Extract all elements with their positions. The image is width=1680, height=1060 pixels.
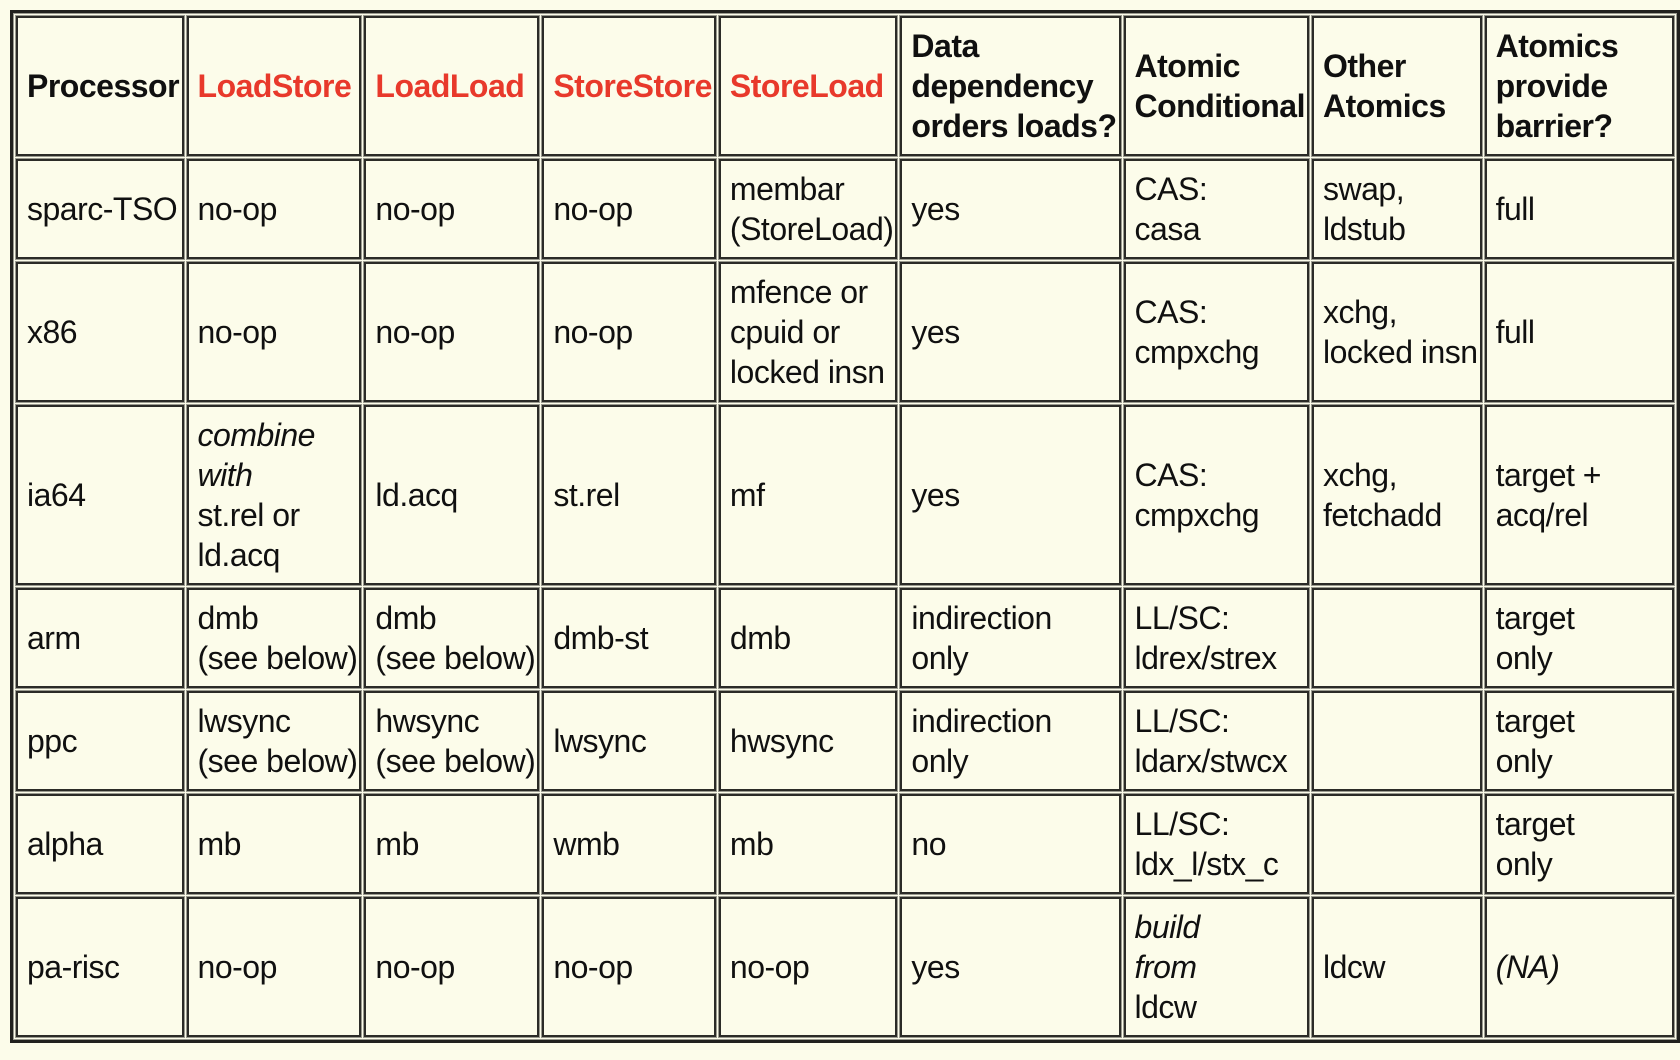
cell-line: locked insn (1322, 334, 1478, 370)
cell-line: st.rel (553, 477, 620, 513)
cell-sparc-TSO-storestore (542, 159, 716, 259)
cell-pa-risc-atomics-barrier (1485, 897, 1674, 1037)
cell-line: (see below) (197, 743, 358, 779)
table-header (16, 16, 1674, 156)
cell-line: ldcw (1322, 949, 1385, 985)
cell-line: membar (729, 171, 845, 207)
cell-line: target (1495, 600, 1575, 636)
cell-alpha-storeload (719, 794, 897, 894)
table-row-arm (16, 588, 1674, 688)
cell-line: ldcw (1134, 989, 1197, 1025)
cell-line: dmb-st (553, 620, 649, 656)
cell-line: orders loads? (911, 108, 1117, 144)
cell-arm-atomics-barrier (1485, 588, 1674, 688)
cell-alpha-other-atomics (1312, 794, 1482, 894)
cell-line: acq/rel (1495, 497, 1589, 533)
cell-line: mb (197, 826, 241, 862)
cell-line: yes (911, 477, 960, 513)
cell-line: indirection (911, 600, 1052, 636)
cell-line: no-op (375, 314, 455, 350)
cell-ppc-storestore (542, 691, 716, 791)
processor-cell-x86 (16, 262, 184, 402)
cell-line: only (1495, 743, 1553, 779)
cell-line: combine (197, 417, 315, 453)
cell-line: dmb (729, 620, 791, 656)
cell-pa-risc-data-dependency (900, 897, 1120, 1037)
cell-ia64-other-atomics (1312, 405, 1482, 585)
cell-arm-storestore (542, 588, 716, 688)
column-header-other-atomics (1312, 16, 1482, 156)
cell-pa-risc-storeload (719, 897, 897, 1037)
cell-line: StoreStore (553, 68, 712, 104)
cell-alpha-loadload (364, 794, 539, 894)
cell-line: xchg, (1322, 457, 1397, 493)
table-row-x86 (16, 262, 1674, 402)
table-row-alpha (16, 794, 1674, 894)
cell-line: StoreLoad (729, 68, 884, 104)
column-header-loadload (364, 16, 539, 156)
cell-line: cmpxchg (1134, 497, 1260, 533)
cell-line: Atomic (1134, 48, 1240, 84)
cell-x86-atomics-barrier (1485, 262, 1674, 402)
cell-arm-storeload (719, 588, 897, 688)
cell-line: barrier? (1495, 108, 1613, 144)
cell-ia64-atomics-barrier (1485, 405, 1674, 585)
cell-ppc-atomics-barrier (1485, 691, 1674, 791)
cell-pa-risc-loadstore (187, 897, 362, 1037)
cell-line: lwsync (197, 703, 291, 739)
cell-line: no-op (375, 191, 455, 227)
cell-line: ldx_l/stx_c (1134, 846, 1279, 882)
cell-line: pa-risc (27, 949, 120, 985)
cell-sparc-TSO-atomics-barrier (1485, 159, 1674, 259)
cell-line: x86 (27, 314, 78, 350)
cell-line: ia64 (27, 477, 86, 513)
cell-line: no-op (553, 949, 633, 985)
cell-line: from (1134, 949, 1197, 985)
column-header-processor (16, 16, 184, 156)
processor-cell-ppc (16, 691, 184, 791)
cell-line: sparc-TSO (27, 191, 178, 227)
table-row-sparc-TSO (16, 159, 1674, 259)
cell-x86-atomic-conditional (1124, 262, 1309, 402)
cell-line: ld.acq (375, 477, 458, 513)
cell-line: target (1495, 703, 1575, 739)
cell-ia64-atomic-conditional (1124, 405, 1309, 585)
cell-line: Atomics (1495, 28, 1619, 64)
cell-line: only (911, 743, 969, 779)
cell-line: lwsync (553, 723, 647, 759)
column-header-storestore (542, 16, 716, 156)
cell-line: wmb (553, 826, 620, 862)
cell-x86-loadload (364, 262, 539, 402)
cell-alpha-atomics-barrier (1485, 794, 1674, 894)
column-header-data-dependency (900, 16, 1120, 156)
cell-line: dmb (197, 600, 259, 636)
cell-ppc-storeload (719, 691, 897, 791)
cell-line: yes (911, 191, 960, 227)
cell-line: no-op (197, 949, 277, 985)
cell-line: no-op (197, 314, 277, 350)
cell-line: hwsync (729, 723, 834, 759)
cell-sparc-TSO-loadload (364, 159, 539, 259)
cell-line: Other (1322, 48, 1406, 84)
cell-line: hwsync (375, 703, 480, 739)
cell-line: no-op (375, 949, 455, 985)
table-row-ia64 (16, 405, 1674, 585)
cell-line: Atomics (1322, 88, 1446, 124)
cell-ia64-data-dependency (900, 405, 1120, 585)
cell-pa-risc-other-atomics (1312, 897, 1482, 1037)
cell-x86-storestore (542, 262, 716, 402)
processor-cell-sparc-TSO (16, 159, 184, 259)
table-row-ppc (16, 691, 1674, 791)
cell-ppc-loadload (364, 691, 539, 791)
cell-line: mfence or (729, 274, 868, 310)
cell-pa-risc-atomic-conditional (1124, 897, 1309, 1037)
table-body (16, 159, 1674, 1037)
processor-cell-ia64 (16, 405, 184, 585)
processor-cell-pa-risc (16, 897, 184, 1037)
cell-arm-loadload (364, 588, 539, 688)
cell-sparc-TSO-storeload (719, 159, 897, 259)
column-header-loadstore (187, 16, 362, 156)
cell-line: ld.acq (197, 537, 280, 573)
cell-pa-risc-storestore (542, 897, 716, 1037)
cell-line: Data (911, 28, 979, 64)
cell-line: target + (1495, 457, 1601, 493)
cell-line: target (1495, 806, 1575, 842)
header-row (16, 16, 1674, 156)
cell-line: LL/SC: (1134, 806, 1230, 842)
cell-ia64-storestore (542, 405, 716, 585)
cell-ia64-storeload (719, 405, 897, 585)
cell-line: ldarx/stwcx (1134, 743, 1288, 779)
cell-line: (see below) (375, 640, 536, 676)
cell-line: LL/SC: (1134, 703, 1230, 739)
cell-line: no-op (553, 191, 633, 227)
column-header-storeload (719, 16, 897, 156)
cell-alpha-storestore (542, 794, 716, 894)
cell-line: LL/SC: (1134, 600, 1230, 636)
cell-line: yes (911, 949, 960, 985)
cell-x86-data-dependency (900, 262, 1120, 402)
cell-line: mf (729, 477, 765, 513)
cell-line: cpuid or (729, 314, 840, 350)
cell-line: yes (911, 314, 960, 350)
cell-line: arm (27, 620, 81, 656)
cell-ppc-data-dependency (900, 691, 1120, 791)
cell-line: no-op (197, 191, 277, 227)
column-header-atomics-barrier (1485, 16, 1674, 156)
cell-line: ldstub (1322, 211, 1406, 247)
cell-line: full (1495, 191, 1535, 227)
cell-line: (StoreLoad) (729, 211, 894, 247)
processor-cell-arm (16, 588, 184, 688)
cell-pa-risc-loadload (364, 897, 539, 1037)
cell-x86-loadstore (187, 262, 362, 402)
processor-cell-alpha (16, 794, 184, 894)
cell-line: Processor (27, 68, 180, 104)
cell-line: only (911, 640, 969, 676)
cell-line: indirection (911, 703, 1052, 739)
cell-ia64-loadload (364, 405, 539, 585)
table-row-pa-risc (16, 897, 1674, 1037)
cell-line: no-op (729, 949, 810, 985)
cell-line: CAS: (1134, 457, 1208, 493)
cell-alpha-atomic-conditional (1124, 794, 1309, 894)
cell-line: dependency (911, 68, 1094, 104)
cell-line: full (1495, 314, 1535, 350)
cell-alpha-loadstore (187, 794, 362, 894)
cell-line: swap, (1322, 171, 1405, 207)
cell-line: LoadStore (197, 68, 352, 104)
cell-arm-atomic-conditional (1124, 588, 1309, 688)
cell-line: ldrex/strex (1134, 640, 1277, 676)
cell-sparc-TSO-other-atomics (1312, 159, 1482, 259)
cell-line: only (1495, 846, 1553, 882)
cell-sparc-TSO-loadstore (187, 159, 362, 259)
cell-line: only (1495, 640, 1553, 676)
cell-line: casa (1134, 211, 1201, 247)
cell-line: st.rel or (197, 497, 300, 533)
cell-ppc-other-atomics (1312, 691, 1482, 791)
cell-x86-storeload (719, 262, 897, 402)
cell-alpha-data-dependency (900, 794, 1120, 894)
cell-line: alpha (27, 826, 103, 862)
cell-line: (NA) (1495, 949, 1560, 985)
cell-line: no-op (553, 314, 633, 350)
cell-ia64-loadstore (187, 405, 362, 585)
cell-line: LoadLoad (375, 68, 525, 104)
cell-sparc-TSO-atomic-conditional (1124, 159, 1309, 259)
cell-line: dmb (375, 600, 437, 636)
cell-arm-loadstore (187, 588, 362, 688)
cell-line: fetchadd (1322, 497, 1442, 533)
column-header-atomic-conditional (1124, 16, 1309, 156)
cell-line: (see below) (197, 640, 358, 676)
cell-line: mb (375, 826, 419, 862)
cell-sparc-TSO-data-dependency (900, 159, 1120, 259)
cell-line: locked insn (729, 354, 885, 390)
cell-line: build (1134, 909, 1200, 945)
cell-x86-other-atomics (1312, 262, 1482, 402)
memory-barrier-table (10, 10, 1680, 1043)
cell-line: provide (1495, 68, 1608, 104)
cell-ppc-loadstore (187, 691, 362, 791)
cell-line: Conditional (1134, 88, 1305, 124)
cell-ppc-atomic-conditional (1124, 691, 1309, 791)
cell-line: (see below) (375, 743, 536, 779)
cell-line: with (197, 457, 253, 493)
cell-line: no (911, 826, 946, 862)
cell-line: mb (729, 826, 774, 862)
cell-line: xchg, (1322, 294, 1397, 330)
cell-arm-data-dependency (900, 588, 1120, 688)
cell-line: ppc (27, 723, 78, 759)
cell-arm-other-atomics (1312, 588, 1482, 688)
cell-line: cmpxchg (1134, 334, 1260, 370)
cell-line: CAS: (1134, 171, 1208, 207)
cell-line: CAS: (1134, 294, 1208, 330)
